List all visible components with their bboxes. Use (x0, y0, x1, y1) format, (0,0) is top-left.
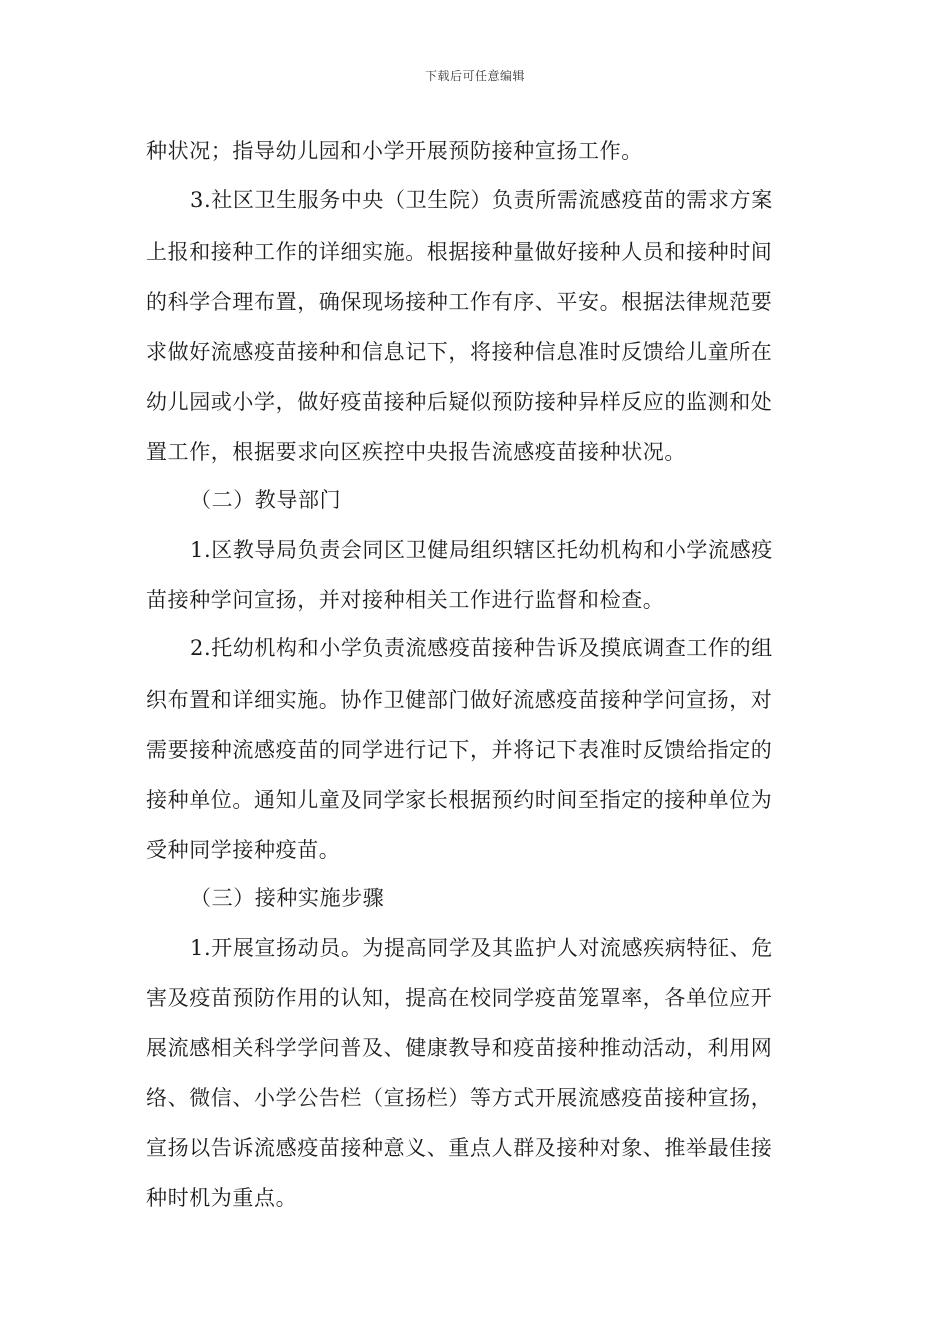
paragraph-line: 1.开展宣扬动员。为提高同学及其监护人对流感疾病特征、危 (190, 936, 773, 960)
paragraph-line: 上报和接种工作的详细实施。根据接种量做好接种人员和接种时间 (146, 240, 773, 264)
paragraph-line: 种状况；指导幼儿园和小学开展预防接种宣扬工作。 (146, 139, 643, 163)
paragraph-line: 幼儿园或小学，做好疫苗接种后疑似预防接种异样反应的监测和处 (146, 390, 773, 414)
paragraph-line: 展流感相关科学学问普及、健康教导和疫苗接种推动活动，利用网 (146, 1036, 773, 1060)
paragraph-line: 种时机为重点。 (146, 1186, 298, 1210)
paragraph-line: 2.托幼机构和小学负责流感疫苗接种告诉及摸底调查工作的组 (190, 636, 773, 660)
paragraph-line: 织布置和详细实施。协作卫健部门做好流感疫苗接种学问宣扬，对 (146, 688, 773, 712)
paragraph-line: 1.区教导局负责会同区卫健局组织辖区托幼机构和小学流感疫 (190, 538, 773, 562)
paragraph-line: 需要接种流感疫苗的同学进行记下，并将记下表准时反馈给指定的 (146, 738, 773, 762)
page-header: 下载后可任意编辑 (424, 69, 525, 83)
paragraph-line: 宣扬以告诉流感疫苗接种意义、重点人群及接种对象、推举最佳接 (146, 1136, 773, 1160)
paragraph-line: 络、微信、小学公告栏（宣扬栏）等方式开展流感疫苗接种宣扬， (146, 1086, 773, 1110)
paragraph-line: 接种单位。通知儿童及同学家长根据预约时间至指定的接种单位为 (146, 788, 773, 812)
paragraph-line: 求做好流感疫苗接种和信息记下，将接种信息准时反馈给儿童所在 (146, 340, 773, 364)
paragraph-line: 苗接种学问宣扬，并对接种相关工作进行监督和检查。 (146, 588, 665, 612)
paragraph-line: 受种同学接种疫苗。 (146, 838, 341, 862)
section-heading: （二）教导部门 (190, 488, 342, 512)
paragraph-line: 害及疫苗预防作用的认知，提高在校同学疫苗笼罩率，各单位应开 (146, 986, 773, 1010)
paragraph-line: 的科学合理布置，确保现场接种工作有序、平安。根据法律规范要 (146, 290, 773, 314)
section-heading: （三）接种实施步骤 (190, 886, 385, 910)
paragraph-line: 3.社区卫生服务中央（卫生院）负责所需流感疫苗的需求方案 (190, 188, 773, 212)
paragraph-line: 置工作，根据要求向区疾控中央报告流感疫苗接种状况。 (146, 440, 686, 464)
